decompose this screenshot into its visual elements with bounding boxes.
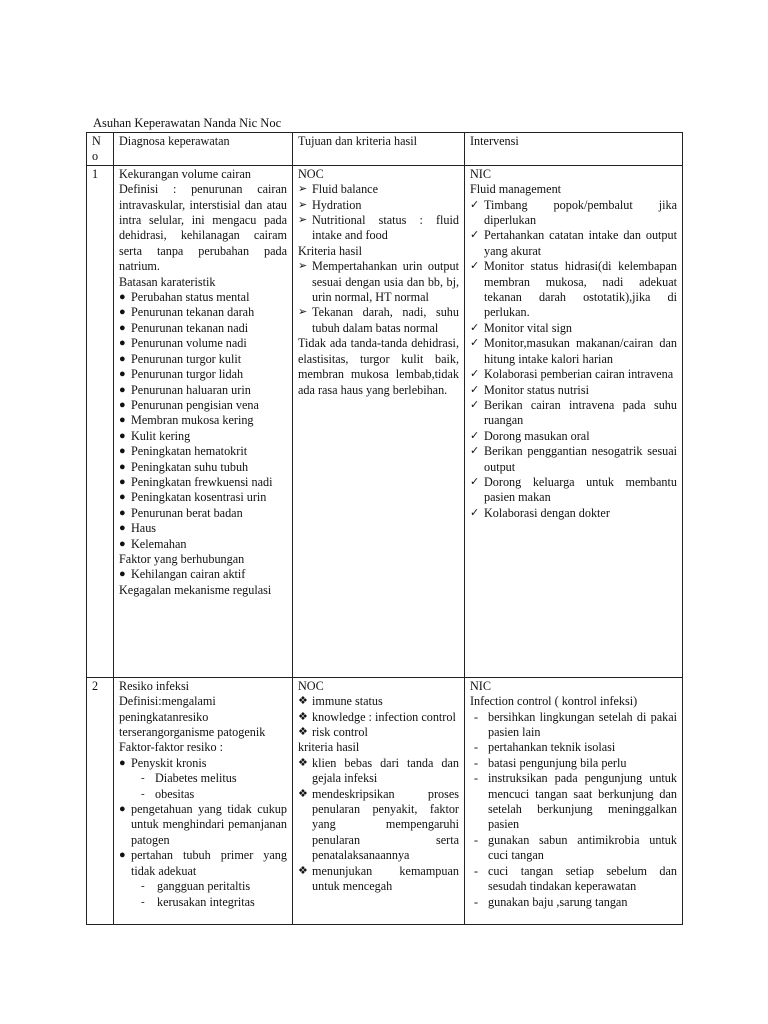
nic-label: NIC [470, 678, 491, 693]
diamond-bullet-icon: ❖ [298, 710, 308, 723]
check-bullet-icon: ✓ [470, 229, 480, 242]
care-plan-table [86, 132, 683, 925]
list-item: ● Penurunan tekanan nadi [119, 320, 249, 335]
faktor-list [119, 567, 287, 582]
sub-list [131, 771, 287, 802]
diagnosis-cell [114, 165, 293, 677]
disc-bullet-icon: ● [119, 756, 126, 769]
disc-bullet-icon: ● [119, 803, 126, 816]
disc-bullet-icon: ● [119, 522, 126, 535]
disc-bullet-icon: ● [119, 568, 126, 581]
check-bullet-icon: ✓ [470, 337, 480, 350]
list-item: ✓ Pertahankan catatan intake dan output yang akurat [470, 228, 677, 258]
list-item: ✓ Kolaborasi pemberian cairan intravena [470, 367, 674, 382]
disc-bullet-icon: ● [119, 460, 126, 473]
list-item: - kerusakan integritas [141, 894, 255, 909]
disc-bullet-icon: ● [119, 475, 126, 488]
list-item: ✓ Monitor vital sign [470, 320, 573, 335]
list-item: ● Haus [119, 521, 157, 536]
check-bullet-icon: ✓ [470, 383, 480, 396]
sub-list [131, 879, 287, 910]
list-item: ● Penurunan berat badan [119, 505, 243, 520]
list-item: - gunakan baju ,sarung tangan [474, 894, 628, 909]
check-bullet-icon: ✓ [470, 321, 480, 334]
list-item: - bersihkan lingkungan setelah di pakai pasien lain [474, 709, 677, 740]
batasan-list [119, 290, 287, 552]
list-item: ❖ knowledge : infection control [298, 709, 456, 724]
faktor-label: Faktor yang berhubungan [119, 551, 245, 566]
kriteria-label: kriteria hasil [298, 740, 360, 755]
list-item: ● Kehilangan cairan aktif [119, 567, 246, 582]
intervention-cell [465, 677, 683, 924]
check-bullet-icon: ✓ [470, 260, 480, 273]
list-item: - pertahankan teknik isolasi [474, 740, 616, 755]
diamond-bullet-icon: ❖ [298, 756, 308, 769]
dash-bullet-icon: - [141, 895, 145, 908]
list-item: ● Penurunan pengisian vena [119, 397, 259, 412]
check-bullet-icon: ✓ [470, 445, 480, 458]
faktor-risk-list [119, 756, 287, 910]
noc-list [298, 694, 459, 740]
disc-bullet-icon: ● [119, 429, 126, 442]
dash-bullet-icon: - [474, 771, 479, 786]
nic-label: NIC [470, 166, 491, 181]
diamond-bullet-icon: ❖ [298, 787, 308, 800]
dash-bullet-icon: - [474, 755, 479, 770]
header-tujuan: Tujuan dan kriteria hasil [293, 133, 465, 166]
dash-bullet-icon: - [141, 880, 145, 893]
list-item: ✓ Dorong keluarga untuk membantu pasien makan [470, 474, 677, 505]
list-item: ✓ Dorong masukan oral [470, 428, 590, 443]
intervention-cell [465, 165, 683, 677]
list-item: ● Perubahan status mental [119, 290, 250, 305]
goal-cell [293, 165, 465, 677]
list-item: ❖ immune status [298, 694, 383, 709]
list-item: ● Peningkatan hematokrit [119, 444, 248, 459]
list-item: ● Penurunan volume nadi [119, 336, 247, 351]
list-item: - instruksikan pada pengunjung untuk mencuci tangan saat berkunjung dan setelah berkunjung meninggalkan pasien [474, 771, 677, 832]
nic-list [470, 710, 677, 910]
disc-bullet-icon: ● [119, 414, 126, 427]
list-item: - Diabetes melitus [141, 771, 237, 786]
arrowhead-bullet-icon: ➢ [298, 306, 308, 319]
disc-bullet-icon: ● [119, 849, 126, 862]
list-item: ❖ klien bebas dari tanda dan gejala infeksi [298, 755, 459, 786]
list-item: - gunakan sabun antimikrobia untuk cuci tangan [474, 832, 677, 863]
kegagalan-text: Kegagalan mekanisme regulasi [119, 582, 272, 597]
header-diagnosa: Diagnosa keperawatan [114, 133, 293, 166]
dash-bullet-icon: - [474, 832, 479, 847]
nic-title: Infection control ( kontrol infeksi) [470, 694, 638, 709]
disc-bullet-icon: ● [119, 383, 126, 396]
dash-bullet-icon: - [474, 863, 479, 878]
nic-list [470, 198, 677, 522]
list-item: ● Penurunan tekanan darah [119, 305, 255, 320]
list-item: ● Penurunan turgor lidah [119, 367, 244, 382]
check-bullet-icon: ✓ [470, 475, 480, 488]
check-bullet-icon: ✓ [470, 398, 480, 411]
list-item: ❖ menunjukan kemampuan untuk mencegah [298, 863, 459, 894]
batasan-label: Batasan karateristik [119, 274, 216, 289]
diagnosis-title: Resiko infeksi [119, 678, 190, 693]
dash-bullet-icon: - [474, 709, 479, 724]
diagnosis-definition: Definisi : penurunan cairan intravaskular, interstisial dan atau intra selular, ini mengacu pada dehidrasi, kehilanagan cairam serta tanpa perubahan pada natrium. [119, 182, 287, 274]
dash-bullet-icon: - [141, 772, 145, 785]
list-item: ✓ Monitor status hidrasi(di kelembapan membran mukosa, nadi adekuat tekanan darah ostotatik),jika di perlukan. [470, 259, 677, 320]
list-item: ✓ Berikan penggantian nesogatrik sesuai output [470, 444, 677, 474]
list-item: ✓ Timbang popok/pembalut jika diperlukan [470, 197, 677, 228]
list-item: - batasi pengunjung bila perlu [474, 755, 627, 770]
list-item: ● pengetahuan yang tidak cukup untuk menghindari pemanjanan patogen [119, 802, 287, 847]
tidak-ada-text: Tidak ada tanda-tanda dehidrasi, elastisitas, turgor kulit baik, membran mukosa lembab,tidak ada rasa haus yang berlebihan. [298, 336, 459, 397]
header-intervensi: Intervensi [465, 133, 683, 166]
list-item: ✓ Kolaborasi dengan dokter [470, 505, 610, 520]
check-bullet-icon: ✓ [470, 198, 480, 211]
noc-label: NOC [298, 166, 324, 181]
table-row [87, 677, 683, 924]
disc-bullet-icon: ● [119, 398, 126, 411]
dash-bullet-icon: - [474, 740, 479, 755]
list-item: ● Peningkatan suhu tubuh [119, 459, 249, 474]
list-item: ➢ Nutritional status : fluid intake and food [298, 213, 459, 243]
list-item: ● Penyskit kronis - Diabetes melitus - obesitas [119, 756, 287, 802]
disc-bullet-icon: ● [119, 445, 126, 458]
header-no: No [87, 133, 114, 166]
list-item: - obesitas [141, 786, 195, 801]
diagnosis-cell [114, 677, 293, 924]
table-header-row [87, 133, 683, 166]
row-number: 2 [87, 677, 114, 924]
diagnosis-title: Kekurangan volume cairan [119, 166, 251, 181]
nic-title: Fluid management [470, 182, 562, 197]
diamond-bullet-icon: ❖ [298, 695, 308, 708]
row-number: 1 [87, 165, 114, 677]
disc-bullet-icon: ● [119, 291, 126, 304]
check-bullet-icon: ✓ [470, 429, 480, 442]
disc-bullet-icon: ● [119, 337, 126, 350]
diagnosis-definition: Definisi:mengalami peningkatanresiko terserangorganisme patogenik [119, 694, 266, 740]
kriteria-list [298, 756, 459, 895]
check-bullet-icon: ✓ [470, 368, 480, 381]
list-item: ● Peningkatan kosentrasi urin [119, 490, 267, 505]
list-item: ➢ Fluid balance [298, 182, 378, 197]
disc-bullet-icon: ● [119, 368, 126, 381]
disc-bullet-icon: ● [119, 321, 126, 334]
table-row [87, 165, 683, 677]
list-item: ❖ mendeskripsikan proses penularan penyakit, faktor yang mempengaruhi penularan serta penatalaksanaannya [298, 786, 459, 863]
list-item: ✓ Berikan cairan intravena pada suhu ruangan [470, 397, 677, 428]
disc-bullet-icon: ● [119, 352, 126, 365]
disc-bullet-icon: ● [119, 491, 126, 504]
check-bullet-icon: ✓ [470, 506, 480, 519]
noc-label: NOC [298, 678, 324, 693]
list-item: ● pertahan tubuh primer yang tidak adekuat - gangguan peritaltis - kerusakan integritas [119, 848, 287, 909]
arrowhead-bullet-icon: ➢ [298, 183, 308, 196]
dash-bullet-icon: - [141, 787, 145, 800]
disc-bullet-icon: ● [119, 306, 126, 319]
disc-bullet-icon: ● [119, 537, 126, 550]
goal-cell [293, 677, 465, 924]
noc-list [298, 182, 459, 244]
arrowhead-bullet-icon: ➢ [298, 260, 308, 273]
list-item: - cuci tangan setiap sebelum dan sesudah tindakan keperawatan [474, 863, 677, 894]
disc-bullet-icon: ● [119, 506, 126, 519]
faktor-label: Faktor-faktor resiko : [119, 740, 223, 755]
arrowhead-bullet-icon: ➢ [298, 214, 308, 227]
list-item: ● Membran mukosa kering [119, 413, 254, 428]
list-item: ➢ Tekanan darah, nadi, suhu tubuh dalam batas normal [298, 305, 459, 335]
list-item: ● Kelemahan [119, 536, 187, 551]
page-title: Asuhan Keperawatan Nanda Nic Noc [93, 116, 282, 130]
list-item: ● Kulit kering [119, 428, 191, 443]
list-item: ❖ risk control [298, 725, 368, 740]
list-item: ● Peningkatan frewkuensi nadi [119, 474, 273, 489]
list-item: ➢ Mempertahankan urin output sesuai dengan usia dan bb, bj, urin normal, HT normal [298, 259, 459, 305]
list-item: - gangguan peritaltis [141, 879, 251, 894]
kriteria-list [298, 259, 459, 336]
list-item: ➢ Hydration [298, 197, 362, 212]
diamond-bullet-icon: ❖ [298, 726, 308, 739]
kriteria-label: Kriteria hasil [298, 243, 362, 258]
list-item: ✓ Monitor status nutrisi [470, 382, 589, 397]
list-item: ● Penurunan haluaran urin [119, 382, 251, 397]
dash-bullet-icon: - [474, 894, 479, 909]
list-item: ✓ Monitor,masukan makanan/cairan dan hitung intake kalori harian [470, 336, 677, 366]
arrowhead-bullet-icon: ➢ [298, 198, 308, 211]
diamond-bullet-icon: ❖ [298, 864, 308, 877]
list-item: ● Penurunan turgor kulit [119, 351, 242, 366]
